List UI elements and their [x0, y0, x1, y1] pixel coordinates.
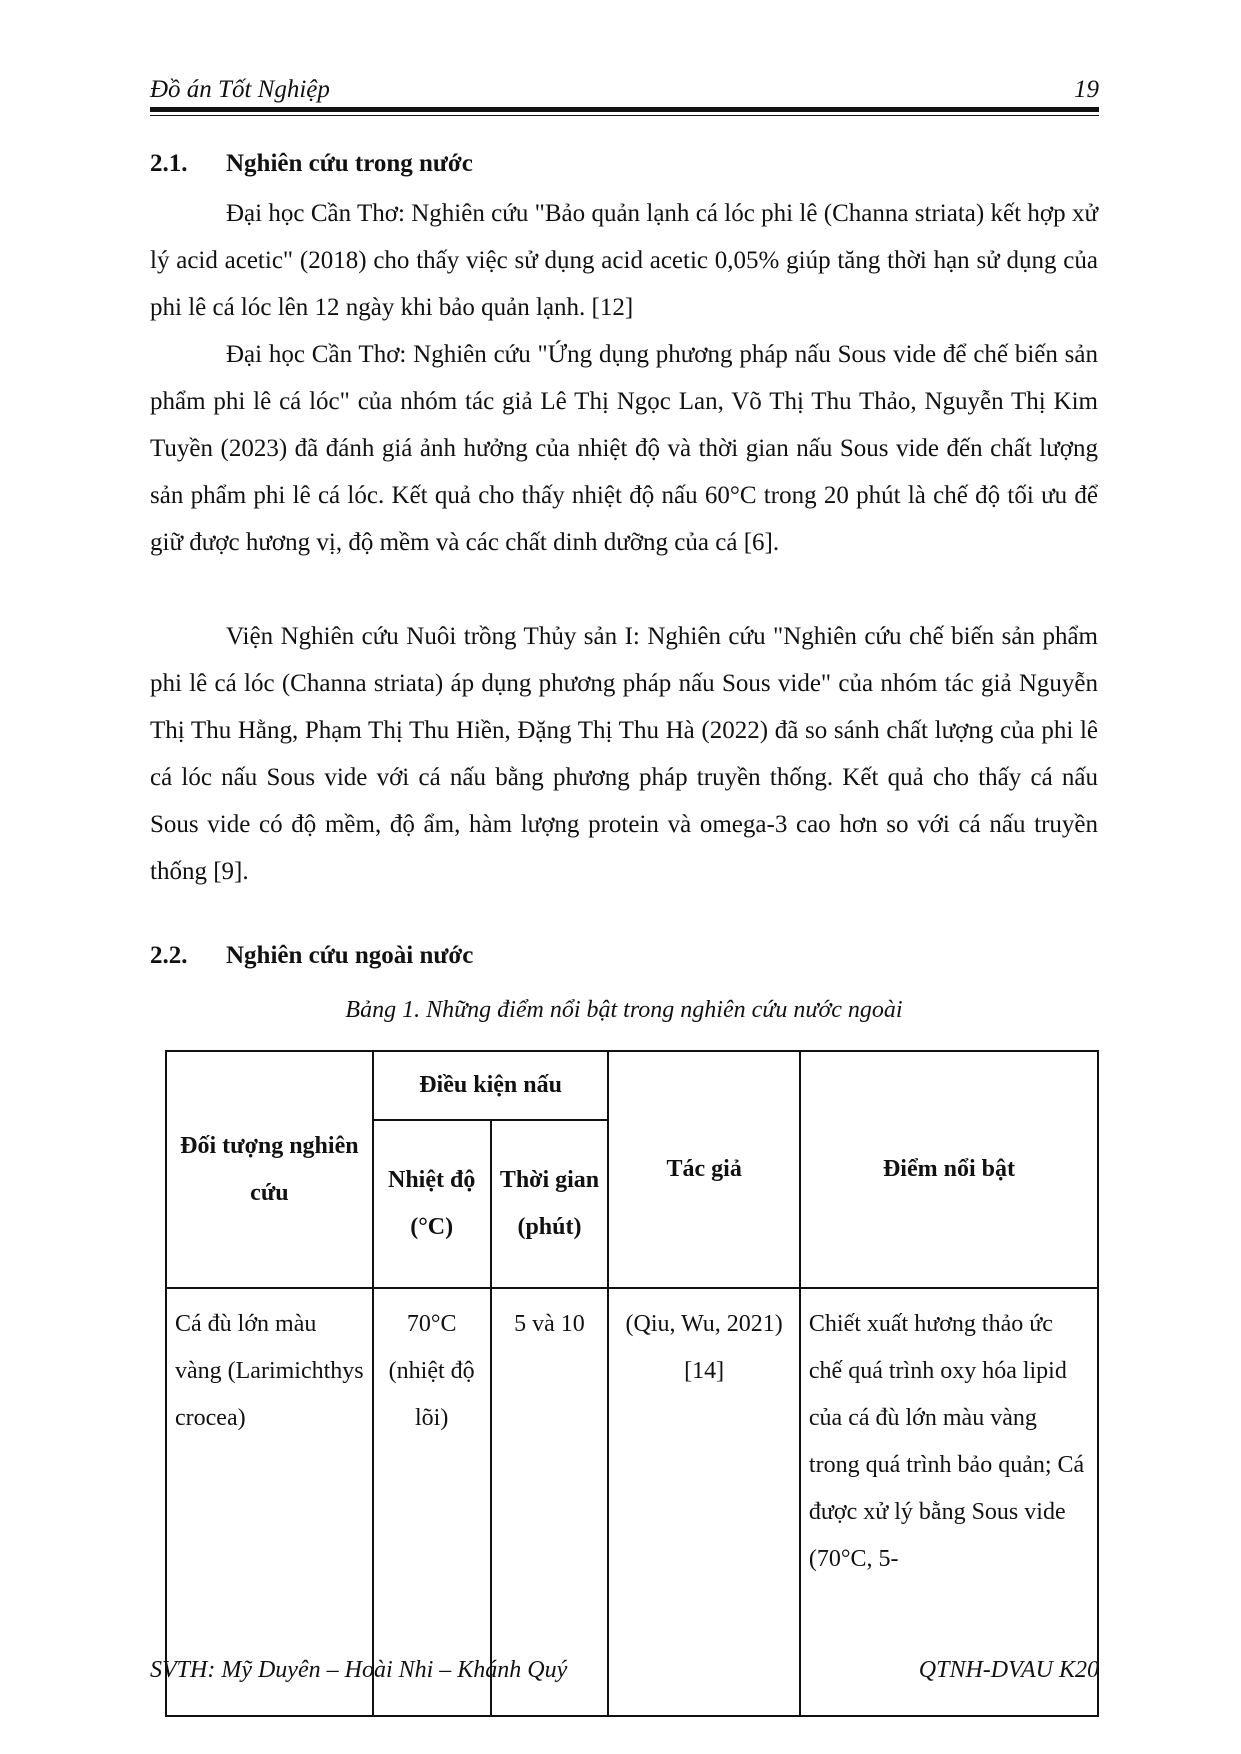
- page-header: [150, 72, 1099, 112]
- header-rule-thick: [150, 107, 1099, 112]
- header-highlight: Điểm nổi bật: [800, 1051, 1098, 1288]
- cell-highlight: Chiết xuất hương thảo ức chế quá trình oxy hóa lipid của cá đù lớn màu vàng trong quá trình bảo quản; Cá được xử lý bằng Sous vide (70°C, 5-: [800, 1288, 1098, 1716]
- section-title: Nghiên cứu trong nước: [226, 150, 473, 177]
- cell-author: (Qiu, Wu, 2021) [14]: [608, 1288, 800, 1716]
- paragraph: Đại học Cần Thơ: Nghiên cứu "Ứng dụng phương pháp nấu Sous vide để chế biến sản phẩm phi lê cá lóc" của nhóm tác giả Lê Thị Ngọc Lan, Võ Thị Thu Thảo, Nguyễn Thị Kim Tuyền (2023) đã đánh giá ảnh hưởng của nhiệt độ và thời gian nấu Sous vide đến chất lượng sản phẩm phi lê cá lóc. Kết quả cho thấy nhiệt độ nấu 60°C trong 20 phút là chế độ tối ưu để giữ được hương vị, độ mềm và các chất dinh dưỡng của cá [6].: [150, 341, 1098, 556]
- foreign-research-table: [165, 1050, 1099, 1717]
- header-conditions: Điều kiện nấu: [373, 1051, 609, 1120]
- document-title: Đồ án Tốt Nghiệp: [150, 76, 330, 103]
- section-number: 2.1.: [150, 150, 188, 177]
- header-author: Tác giả: [608, 1051, 800, 1288]
- section-title: Nghiên cứu ngoài nước: [226, 942, 474, 969]
- cell-subject: Cá đù lớn màu vàng (Larimichthys crocea): [166, 1288, 373, 1716]
- paragraph: Đại học Cần Thơ: Nghiên cứu "Bảo quản lạnh cá lóc phi lê (Channa striata) kết hợp xử lý acid acetic" (2018) cho thấy việc sử dụng acid acetic 0,05% giúp tăng thời hạn sử dụng của phi lê cá lóc lên 12 ngày khi bảo quản lạnh. [12]: [150, 200, 1098, 321]
- paragraph: Viện Nghiên cứu Nuôi trồng Thủy sản I: Nghiên cứu "Nghiên cứu chế biến sản phẩm phi lê cá lóc (Channa striata) áp dụng phương pháp nấu Sous vide" của nhóm tác giả Nguyễn Thị Thu Hằng, Phạm Thị Thu Hiền, Đặng Thị Thu Hà (2022) đã so sánh chất lượng của phi lê cá lóc nấu Sous vide với cá nấu bằng phương pháp truyền thống. Kết quả cho thấy cá nấu Sous vide có độ mềm, độ ẩm, hàm lượng protein và omega-3 cao hơn so với cá nấu truyền thống [9].: [150, 623, 1098, 885]
- section-number: 2.2.: [150, 942, 188, 969]
- table-row: [166, 1288, 1098, 1716]
- footer-class: QTNH-DVAU K20: [918, 1657, 1099, 1683]
- cell-time: 5 và 10: [491, 1288, 609, 1716]
- footer-authors: SVTH: Mỹ Duyên – Hoài Nhi – Khánh Quý: [150, 1657, 568, 1683]
- page-number: 19: [1074, 76, 1099, 103]
- header-time: Thời gian (phút): [491, 1120, 609, 1288]
- header-rule-thin: [150, 115, 1099, 116]
- section-heading-domestic: [150, 150, 473, 178]
- table-caption: Bảng 1. Những điểm nổi bật trong nghiên cứu nước ngoài: [345, 997, 903, 1023]
- header-subject: Đối tượng nghiên cứu: [166, 1051, 373, 1288]
- section-heading-foreign: [150, 942, 473, 970]
- header-temperature: Nhiệt độ (°C): [373, 1120, 491, 1288]
- cell-temperature: 70°C (nhiệt độ lõi): [373, 1288, 491, 1716]
